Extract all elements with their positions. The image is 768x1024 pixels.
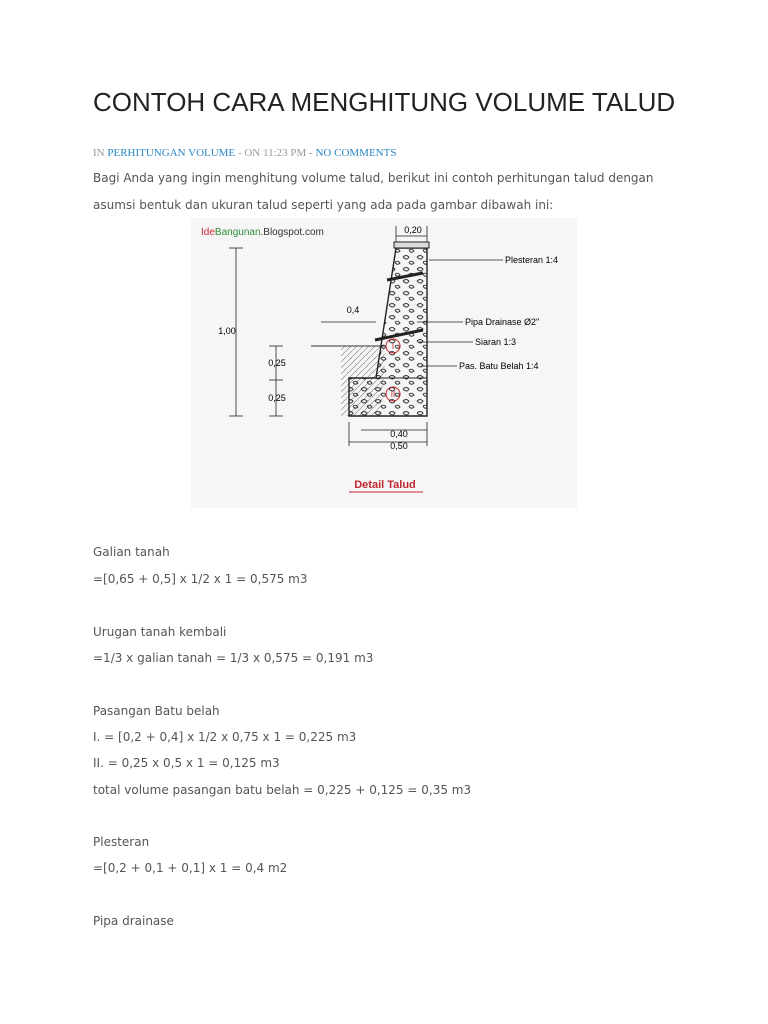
page-title: CONTOH CARA MENGHITUNG VOLUME TALUD	[93, 87, 676, 117]
galian-title: Galian tanah	[93, 545, 170, 559]
label-siaran: Siaran 1:3	[475, 337, 517, 347]
dim-height-label: 1,00	[218, 326, 236, 336]
meta-sep-on: - ON	[237, 147, 261, 159]
watermark-bangunan: Bangunan	[214, 227, 261, 238]
figure-caption: Detail Talud	[354, 479, 416, 491]
dim-mid-label: 0,4	[346, 305, 360, 315]
plaster-top	[394, 242, 429, 248]
urugan-title: Urugan tanah kembali	[93, 625, 227, 639]
plesteran-title: Plesteran	[93, 835, 150, 849]
pasangan-i: I. = [0,2 + 0,4] x 1/2 x 0,75 x 1 = 0,225 m3	[93, 730, 357, 744]
dim-top-label: 0,20	[404, 225, 422, 235]
pipa-title: Pipa drainase	[93, 914, 174, 928]
meta-sep: -	[309, 147, 313, 159]
area-mark-2-label: II	[390, 390, 396, 399]
meta-prefix: IN	[93, 147, 105, 159]
urugan-equation: =1/3 x galian tanah = 1/3 x 0,575 = 0,191 m3	[93, 651, 374, 665]
post-meta	[93, 147, 396, 159]
watermark	[201, 227, 324, 238]
meta-time: 11:23 PM	[263, 147, 307, 159]
intro-paragraph: Bagi Anda yang ingin menghitung volume talud, berikut ini contoh perhitungan talud dengan asumsi bentuk dan ukuran talud seperti yang ada pada gambar dibawah ini:	[93, 171, 654, 212]
dim-base2-label: 0,50	[390, 441, 408, 451]
plesteran-equation: =[0,2 + 0,1 + 0,1] x 1 = 0,4 m2	[93, 861, 288, 875]
dim-low2-label: 0,25	[268, 393, 286, 403]
area-mark-1-label: I	[391, 342, 395, 351]
dim-low1-label: 0,25	[268, 358, 286, 368]
talud-diagram	[191, 218, 577, 508]
comments-link[interactable]: NO COMMENTS	[315, 147, 397, 159]
dim-base1-label: 0,40	[390, 429, 408, 439]
label-pipa: Pipa Drainase Ø2"	[465, 317, 540, 327]
talud-detail-figure	[191, 218, 577, 508]
pasangan-title: Pasangan Batu belah	[93, 704, 220, 718]
galian-equation: =[0,65 + 0,5] x 1/2 x 1 = 0,575 m3	[93, 572, 308, 586]
watermark-ide: Ide	[201, 227, 215, 238]
label-batu: Pas. Batu Belah 1:4	[459, 361, 539, 371]
watermark-blogspot: .Blogspot.com	[260, 227, 324, 238]
pasangan-total: total volume pasangan batu belah = 0,225 + 0,125 = 0,35 m3	[93, 783, 472, 797]
category-link[interactable]: PERHITUNGAN VOLUME	[107, 147, 236, 159]
label-plesteran: Plesteran 1:4	[505, 255, 559, 265]
pasangan-ii: II. = 0,25 x 0,5 x 1 = 0,125 m3	[93, 756, 280, 770]
